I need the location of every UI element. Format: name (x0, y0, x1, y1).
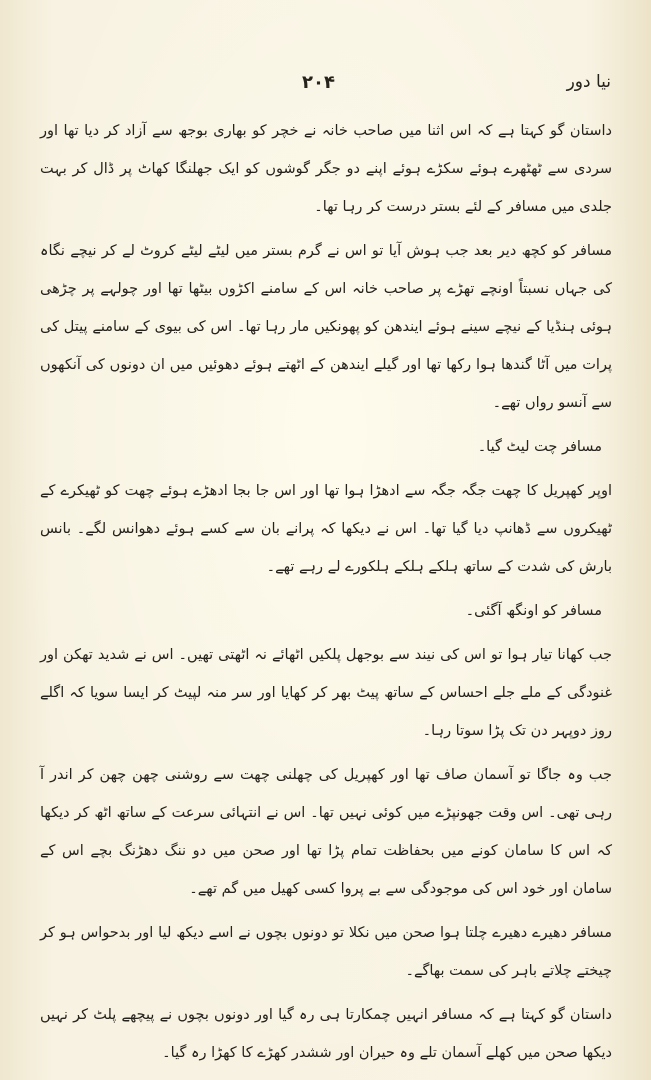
paragraph: جب وہ جاگا تو آسمان صاف تھا اور کھپریل کی چھلنی چھت سے روشنی چھن چھن کر اندر آ رہی تھی۔ اس وقت جھونپڑے میں کوئی نہیں تھا۔ اس نے انتہائی سرعت کے ساتھ اٹھ کر دیکھا کہ اس کا سامان کونے میں بحفاظت تمام پڑا تھا اور صحن میں دو ننگ دھڑنگ بچے اس کے سامان اور خود اس کی موجودگی سے بے پروا کسی کھیل میں گم تھے۔ (40, 767, 612, 897)
paragraph: اوپر کھپریل کا چھت جگہ جگہ سے ادھڑا ہوا تھا اور اس جا بجا ادھڑے ہوئے چھت کو ٹھیکرے کے ٹھیکروں سے ڈھانپ دیا گیا تھا۔ اس نے دیکھا کہ پرانے بان سے کسے ہوئے دھوانس لگے۔ بانس بارش کی شدت کے ساتھ ہلکے ہلکے ہلکورے لے رہے تھے۔ (40, 483, 612, 575)
page-number: ۲۰۴ (302, 72, 335, 93)
paragraph: داستان گو کہتا ہے کہ اس اثنا میں صاحب خانہ نے خچر کو بھاری بوجھ سے آزاد کر دیا تھا اور سردی سے ٹھٹھرے ہوئے سکڑے ہوئے اپنے دو جگر گوشوں کو ایک جھلنگا کھاٹ پر ڈال کر بہت جلدی میں مسافر کے لئے بستر درست کر رہا تھا۔ (40, 123, 612, 215)
paragraph: مسافر چت لیٹ گیا۔ (477, 439, 602, 455)
paragraph: مسافر کو اونگھ آگئی۔ (465, 603, 602, 619)
paragraph: جب کھانا تیار ہوا تو اس کی نیند سے بوجھل پلکیں اٹھائے نہ اٹھتی تھیں۔ اس نے شدید تھکن اور غنودگی کے ملے جلے احساس کے ساتھ پیٹ بھر کر کھایا اور سر منہ لپیٹ کر ایسا سویا کہ اگلے روز دوپہر دن تک پڑا سوتا رہا۔ (40, 647, 612, 739)
paragraph: مسافر کو کچھ دیر بعد جب ہوش آیا تو اس نے گرم بستر میں لیٹے لیٹے کروٹ لے کر نیچے نگاہ کی جہاں نسبتاً اونچے تھڑے پر صاحب خانہ اس کے سامنے اکڑوں بیٹھا تھا اور چولہے پر چڑھی ہوئی ہنڈیا کے نیچے سینے ہوئے ایندھن کو پھونکیں مار رہا تھا۔ اس کی بیوی کے سامنے پیتل کی پرات میں آٹا گندھا ہوا رکھا تھا اور گیلے ایندھن کے اٹھتے ہوئے دھوئیں میں ان دونوں کی آنکھوں سے آنسو رواں تھے۔ (40, 243, 612, 411)
story-text (40, 112, 612, 1078)
paragraph: مسافر دھیرے دھیرے چلتا ہوا صحن میں نکلا تو دونوں بچوں نے اسے دیکھ لیا اور بدحواس ہو کر چیختے چلاتے باہر کی سمت بھاگے۔ (40, 925, 612, 979)
page-header (40, 72, 611, 100)
journal-name: نیا دور (566, 72, 611, 92)
paragraph: داستان گو کہتا ہے کہ مسافر انہیں چمکارتا ہی رہ گیا اور دونوں بچوں نے پیچھے پلٹ کر نہیں دیکھا صحن میں کھلے آسمان تلے وہ حیران اور ششدر کھڑے کا کھڑا رہ گیا۔ (40, 1007, 612, 1061)
